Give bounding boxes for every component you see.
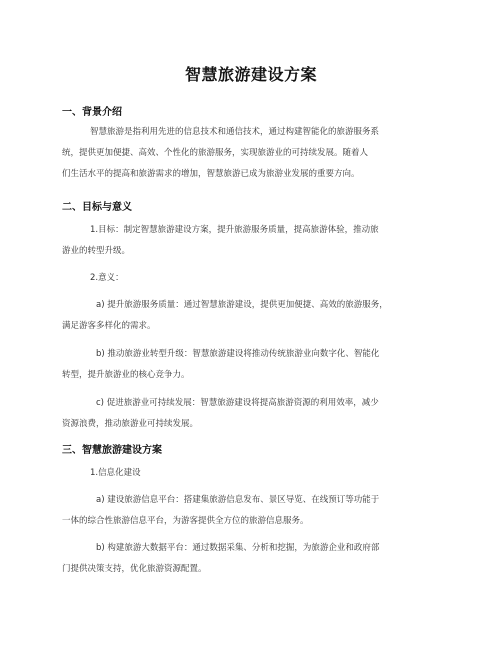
meaning-label: 2.意义： — [90, 273, 124, 283]
goal-line: 1.目标：制定智慧旅游建设方案，提升旅游服务质量，提高旅游体验，推动旅 — [90, 225, 379, 235]
list-item-line: c) 促进旅游业可持续发展：智慧旅游建设将提高旅游资源的利用效率，减少 — [96, 398, 379, 408]
subsection-label: 1.信息化建设 — [90, 468, 141, 478]
list-item-line: 转型，提升旅游业的核心竞争力。 — [62, 370, 190, 380]
document-title: 智慧旅游建设方案 — [184, 65, 317, 84]
list-item-line: 门提供决策支持，优化旅游资源配置。 — [62, 564, 207, 574]
list-item-line: b) 推动旅游业转型升级：智慧旅游建设将推动传统旅游业向数字化、智能化 — [96, 349, 380, 359]
list-item-line: b) 构建旅游大数据平台：通过数据采集、分析和挖掘，为旅游企业和政府部 — [96, 543, 380, 553]
paragraph-line: 们生活水平的提高和旅游需求的增加，智慧旅游已成为旅游业发展的重要方向。 — [62, 169, 360, 179]
section-heading-plan: 三、智慧旅游建设方案 — [62, 445, 162, 456]
paragraph-line: 智慧旅游是指利用先进的信息技术和通信技术，通过构建智能化的旅游服务系 — [90, 127, 380, 137]
list-item-line: a) 建设旅游信息平台：搭建集旅游信息发布、景区导览、在线预订等功能于 — [96, 495, 380, 505]
section-heading-goals: 二、目标与意义 — [62, 202, 132, 213]
section-heading-background: 一、背景介绍 — [62, 107, 122, 118]
paragraph-line: 统，提供更加便捷、高效、个性化的旅游服务，实现旅游业的可持续发展。随着人 — [62, 148, 369, 158]
list-item-line: a) 提升旅游服务质量：通过智慧旅游建设，提供更加便捷、高效的旅游服务， — [96, 300, 388, 310]
goal-line: 游业的转型升级。 — [62, 246, 131, 256]
list-item-line: 资源浪费，推动旅游业可持续发展。 — [62, 419, 199, 429]
list-item-line: 满足游客多样化的需求。 — [62, 321, 156, 331]
list-item-line: 一体的综合性旅游信息平台，为游客提供全方位的旅游信息服务。 — [62, 516, 309, 526]
